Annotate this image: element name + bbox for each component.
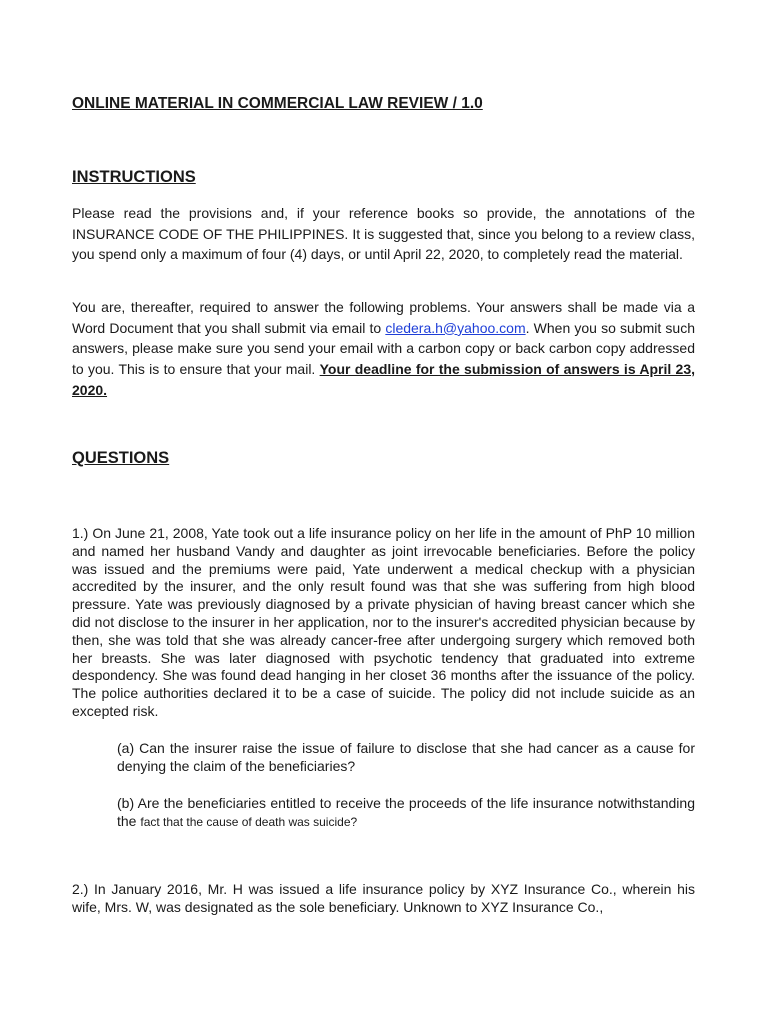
question-1-sub-b [117,795,695,832]
question-1: 1.) On June 21, 2008, Yate took out a life insurance policy on her life in the amount of PhP 10 million and named her husband Vandy and daughter as joint irrevocable beneficiaries. Before the policy was issued and the premiums were paid, Yate underwent a medical checkup with a physician accredited by the insurer, and the only result found was that she was suffering from high blood pressure. Yate was previously diagnosed by a private physician of having breast cancer which she did not disclose to the insurer in her application, nor to the insurer's accredited physician because by then, she was told that she was already cancer-free after undergoing surgery which removed both her breasts. She was later diagnosed with psychotic tendency that graduated into extreme despondency. She was found dead hanging in her closet 36 months after the issuance of the policy. The police authorities declared it to be a case of suicide. The policy did not include suicide as an excepted risk. [72,525,695,719]
questions-heading: QUESTIONS [72,449,170,467]
deadline-notice: Your deadline for the submission of answers is April 23, 2020. [72,361,695,398]
question-1-sub-a: (a) Can the insurer raise the issue of failure to disclose that she had cancer as a cause for denying the claim of the beneficiaries? [117,740,695,774]
document-title: ONLINE MATERIAL IN COMMERCIAL LAW REVIEW / 1.0 [72,95,483,112]
instructions-text-after-email: . When you so submit such answers, please make sure you send your email with a carbon copy or back carbon copy addressed to you. This is to ensure that your mail. [72,319,695,378]
instructions-text-before-email: You are, thereafter, required to answer the following problems. Your answers shall be made via a Word Document that you shall submit via email to [72,299,695,336]
question-1-sub-b-text-small: fact that the cause of death was suicide? [140,814,358,829]
instructions-heading: INSTRUCTIONS [72,168,196,186]
email-link[interactable]: cledera.h@yahoo.com [385,319,526,336]
instructions-paragraph-2 [72,297,695,401]
question-1-sub-b-text: (b) Are the beneficiaries entitled to receive the proceeds of the life insurance notwithstanding the [117,795,695,829]
instructions-paragraph-1: Please read the provisions and, if your reference books so provide, the annotations of the INSURANCE CODE OF THE PHILIPPINES. It is suggested that, since you belong to a review class, you spend only a maximum of four (4) days, or until April 22, 2020, to completely read the material. [72,205,695,263]
question-2: 2.) In January 2016, Mr. H was issued a life insurance policy by XYZ Insurance Co., wherein his wife, Mrs. W, was designated as the sole beneficiary. Unknown to XYZ Insurance Co., [72,881,695,915]
